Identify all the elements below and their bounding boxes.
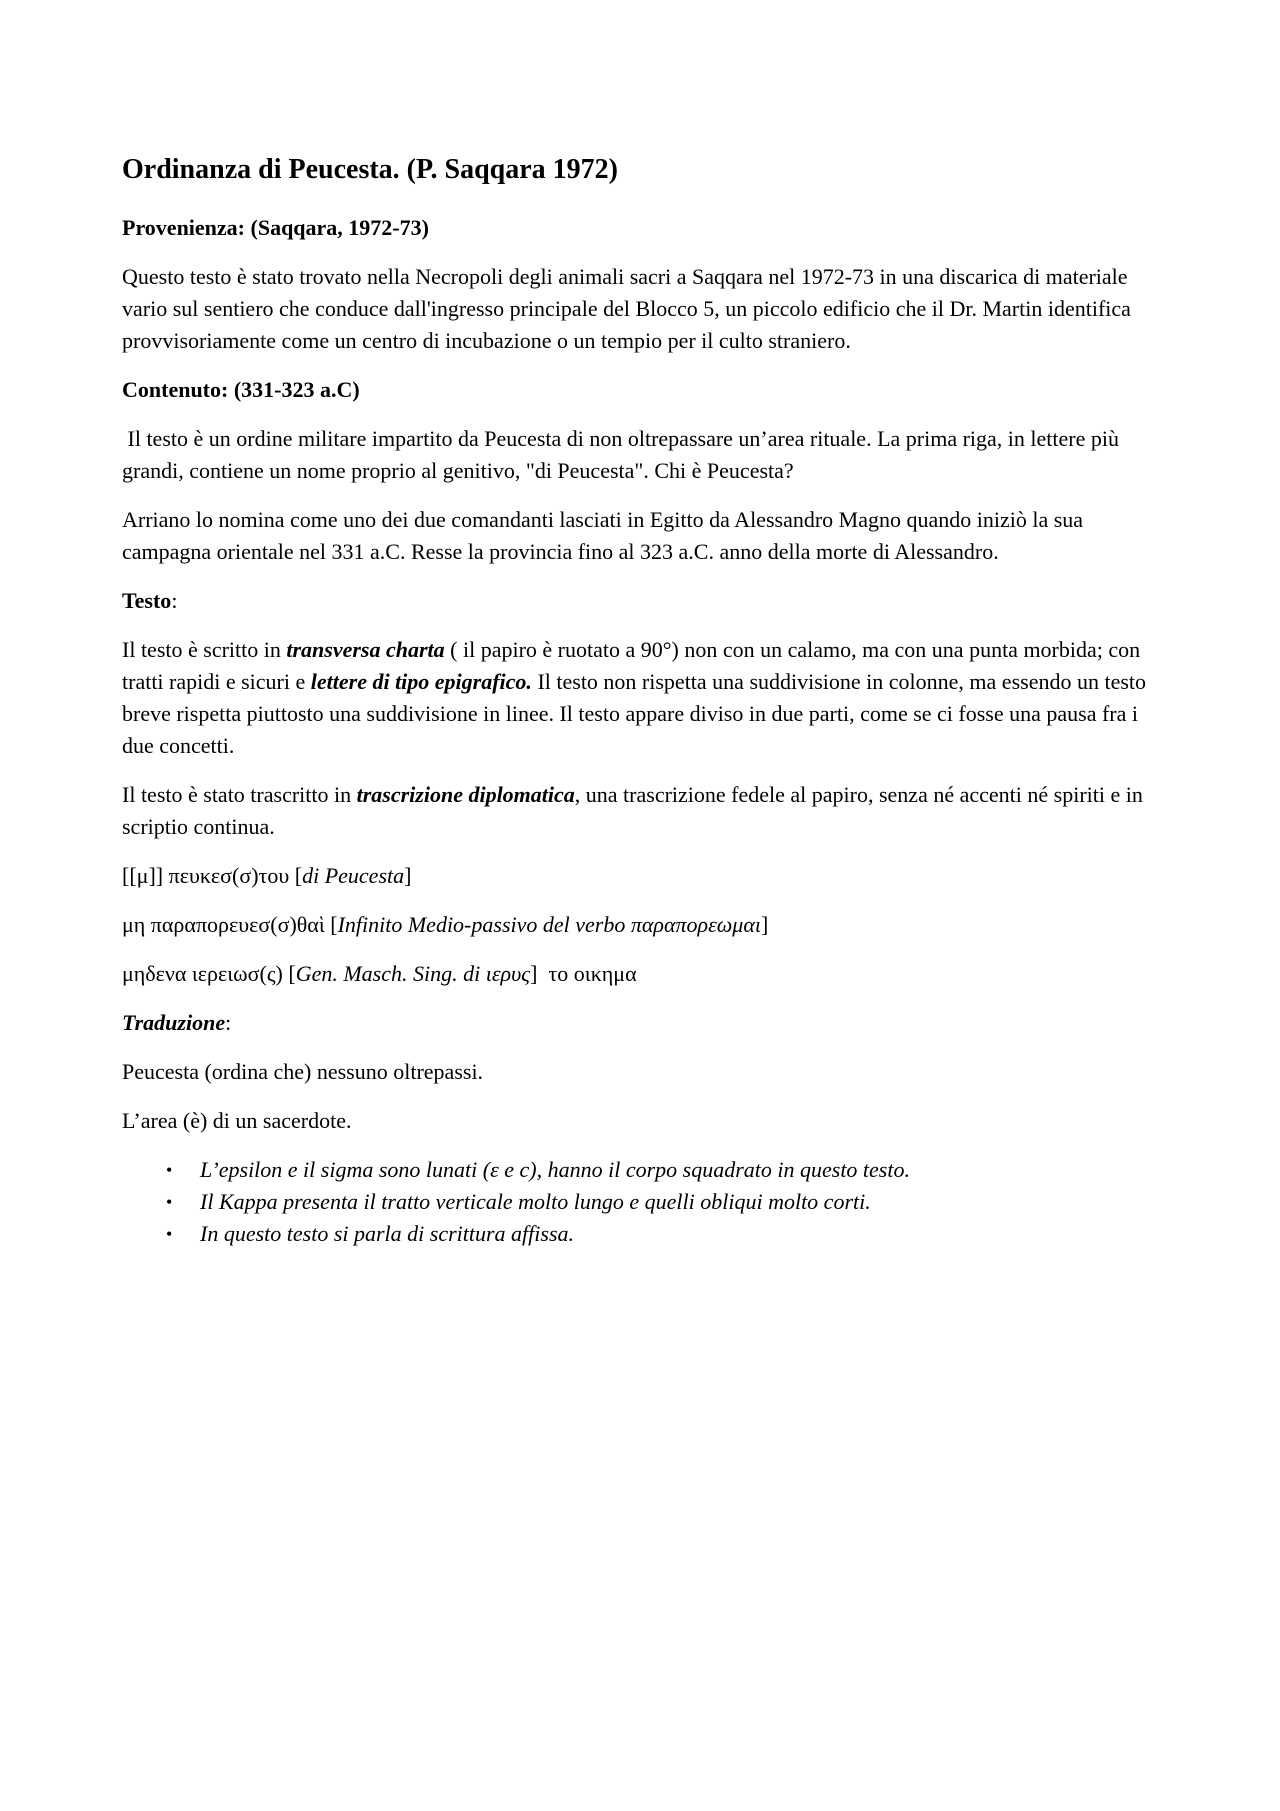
testo-heading-colon: :: [171, 588, 178, 613]
transcription-line-2-gloss: Infinito Medio-passivo del verbo παραπορεωμαι: [337, 912, 762, 937]
document-title: Ordinanza di Peucesta. (P. Saqqara 1972): [122, 154, 618, 185]
testo-paragraph-2: [122, 779, 1167, 843]
term-lettere-epigrafico: lettere di tipo epigrafico.: [310, 669, 532, 694]
bullet-icon: •: [166, 1192, 173, 1212]
testo-p1-text-e: Il testo non rispetta una suddivisione in colonne, ma essendo un testo breve rispetta piuttosto una suddivisione in linee. Il testo appare diviso in due parti, come se ci fosse una pausa fra i due concetti.: [122, 669, 1147, 758]
traduzione-line-1: Peucesta (ordina che) nessuno oltrepassi.: [122, 1059, 484, 1084]
testo-paragraph-1: [122, 634, 1167, 762]
traduzione-heading-colon: :: [225, 1010, 232, 1035]
notes-list: [122, 1154, 1167, 1250]
transcription-line-3-end: ] το οικημα: [530, 961, 637, 986]
transcription-line-1-gloss: di Peucesta: [302, 863, 405, 888]
list-item: [166, 1154, 1167, 1186]
contenuto-paragraph-1: Il testo è un ordine militare impartito da Peucesta di non oltrepassare un’area rituale. La prima riga, in lettere più grandi, contiene un nome proprio al genitivo, "di Peucesta". Chi è Peucesta?: [122, 426, 1125, 483]
contenuto-heading: Contenuto: (331-323 a.C): [122, 377, 360, 402]
transcription-line-1-greek: [[μ]] πευκεσ(σ)του [: [122, 863, 303, 888]
provenienza-text: Questo testo è stato trovato nella Necropoli degli animali sacri a Saqqara nel 1972-73 in una discarica di materiale vario sul sentiero che conduce dall'ingresso principale del Blocco 5, un piccolo edificio che il Dr. Martin identifica provvisoriamente come un centro di incubazione o un tempio per il culto straniero.: [122, 264, 1131, 353]
traduzione-heading: Traduzione: [122, 1010, 226, 1035]
transcription-line-3-greek: μηδενα ιερειωσ(ς) [: [122, 961, 296, 986]
list-item: [166, 1186, 1167, 1218]
testo-heading: Testo: [122, 588, 172, 613]
transcription-line-3: [122, 958, 1167, 990]
document-page: [122, 150, 1167, 1250]
testo-p1-text-c: ( il papiro è ruotato a 90°) non con un calamo, ma con una punta morbida; con tratti rapidi e sicuri e: [122, 637, 1141, 694]
transcription-line-1-end: ]: [404, 863, 412, 888]
bullet-icon: •: [166, 1160, 173, 1180]
traduzione-heading-line: [122, 1007, 1167, 1039]
testo-p2-text-a: Il testo è stato trascritto in: [122, 782, 357, 807]
transcription-line-2-greek: μη παραπορευεσ(σ)θαὶ [: [122, 912, 338, 937]
term-trascrizione-diplomatica: trascrizione diplomatica: [356, 782, 575, 807]
traduzione-line-2: L’area (è) di un sacerdote.: [122, 1108, 352, 1133]
transcription-line-2-end: ]: [761, 912, 769, 937]
testo-p2-text-c: , una trascrizione fedele al papiro, senza né accenti né spiriti e in scriptio continua.: [122, 782, 1143, 839]
contenuto-paragraph-2: Arriano lo nomina come uno dei due comandanti lasciati in Egitto da Alessandro Magno quando iniziò la sua campagna orientale nel 331 a.C. Resse la provincia fino al 323 a.C. anno della morte di Alessandro.: [122, 507, 1084, 564]
transcription-line-3-gloss: Gen. Masch. Sing. di ιερυς: [295, 961, 531, 986]
testo-heading-line: [122, 585, 1167, 617]
term-transversa-charta: transversa charta: [286, 637, 445, 662]
provenienza-heading: Provenienza: (Saqqara, 1972-73): [122, 215, 429, 240]
transcription-line-1: [122, 860, 1167, 892]
note-text: In questo testo si parla di scrittura affissa.: [200, 1221, 575, 1246]
note-text: L’epsilon e il sigma sono lunati (ε e c), hanno il corpo squadrato in questo testo.: [200, 1157, 910, 1182]
transcription-line-2: [122, 909, 1167, 941]
note-text: Il Kappa presenta il tratto verticale molto lungo e quelli obliqui molto corti.: [200, 1189, 871, 1214]
list-item: [166, 1218, 1167, 1250]
testo-p1-text-a: Il testo è scritto in: [122, 637, 287, 662]
bullet-icon: •: [166, 1224, 173, 1244]
